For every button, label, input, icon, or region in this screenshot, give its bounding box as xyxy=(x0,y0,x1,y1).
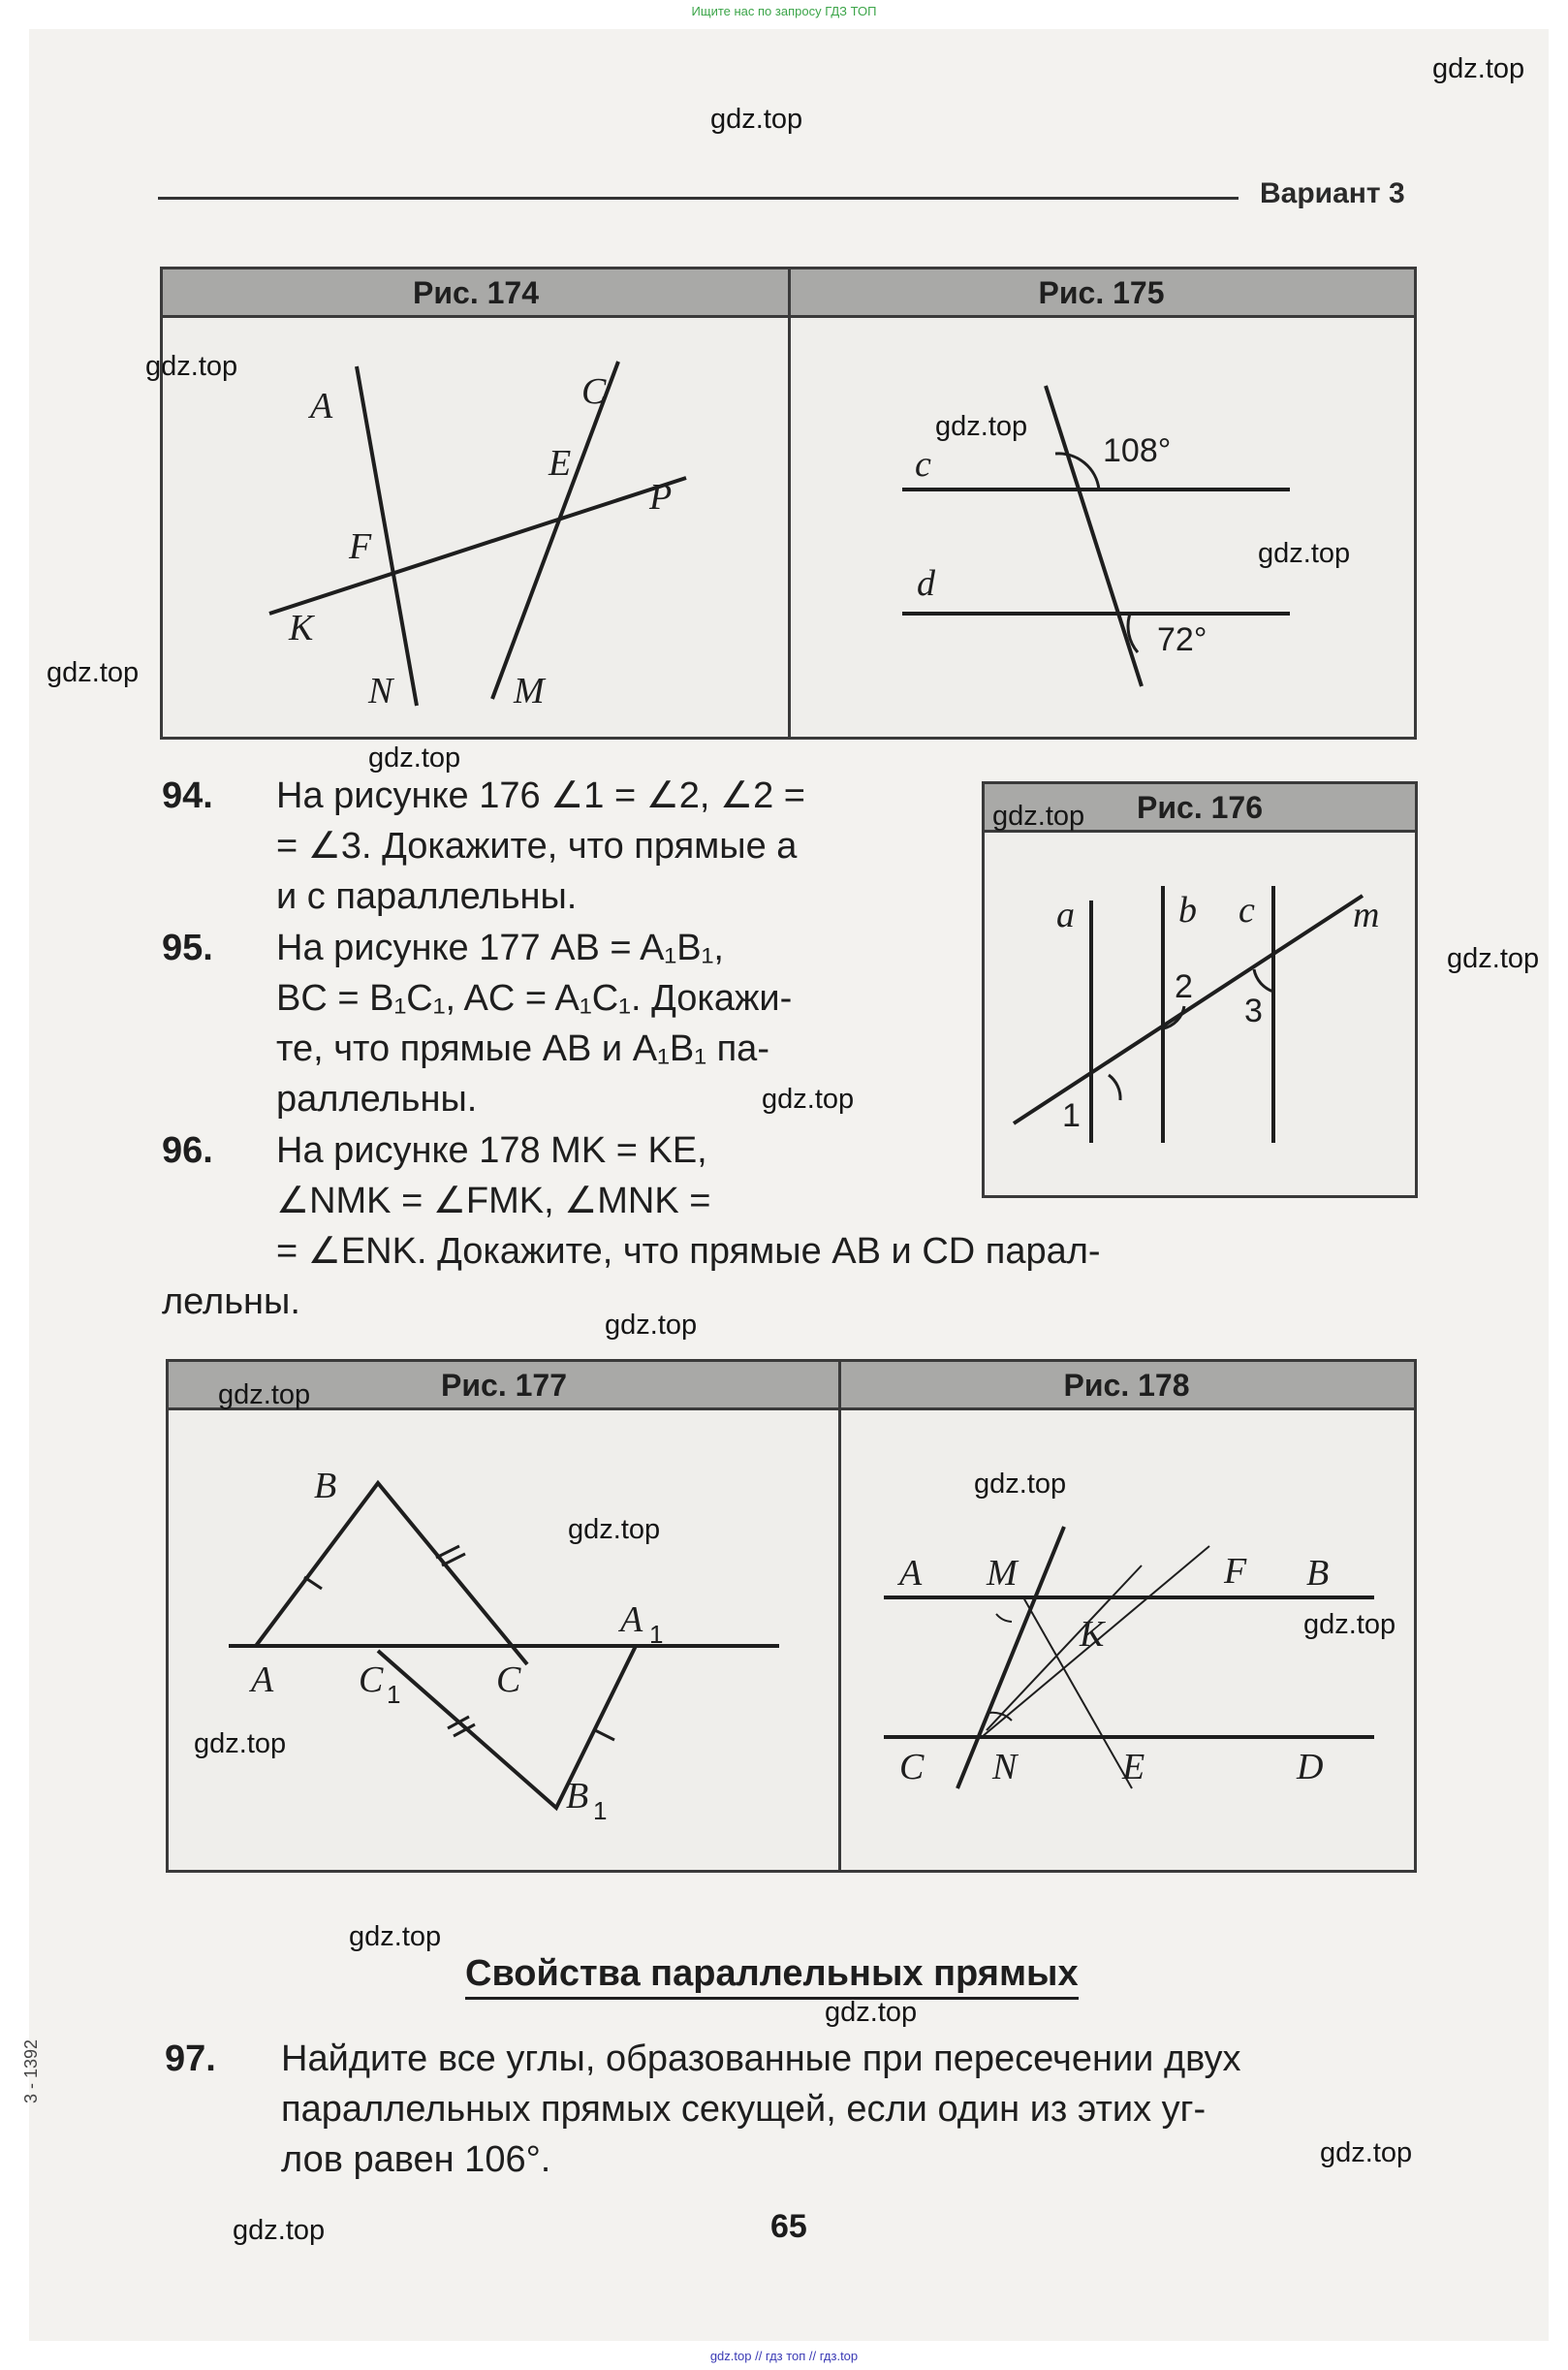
fig175-title: Рис. 175 xyxy=(1038,275,1165,310)
fig176-arc-3 xyxy=(1254,969,1273,992)
problem-97-number: 97. xyxy=(165,2038,216,2079)
figure-box-177-178 xyxy=(166,1359,1417,1873)
problem-95-line: раллельны. xyxy=(276,1079,478,1120)
fig175-transversal xyxy=(1046,386,1142,686)
watermark: gdz.top xyxy=(762,1084,855,1115)
fig175-diagram xyxy=(791,269,1416,737)
fig177-label-c: C xyxy=(496,1659,521,1700)
top-banner[interactable]: Ищите нас по запросу ГДЗ ТОП xyxy=(691,4,877,18)
fig176-label-a: a xyxy=(1056,895,1075,935)
problem-96-line: На рисунке 178 MK = KE, xyxy=(276,1130,707,1171)
fig178-label-d: D xyxy=(1297,1747,1324,1787)
problem-95-number: 95. xyxy=(162,928,213,968)
problem-96-line: = ∠ENK. Докажите, что прямые AB и CD парал- xyxy=(276,1231,1101,1272)
watermark: gdz.top xyxy=(218,1379,311,1410)
fig176-number-2: 2 xyxy=(1175,968,1193,1005)
fig174-label-m: M xyxy=(514,671,545,711)
fig177-sub-b1: 1 xyxy=(593,1796,608,1825)
fig174-title: Рис. 174 xyxy=(413,275,539,310)
watermark: gdz.top xyxy=(1432,53,1525,84)
fig174-label-k: K xyxy=(289,608,314,648)
fig174-line-cm xyxy=(492,362,618,699)
fig178-label-k: K xyxy=(1080,1614,1105,1655)
side-code: 3 - 1392 xyxy=(21,2038,41,2103)
watermark: gdz.top xyxy=(568,1514,661,1545)
fig178-label-c: C xyxy=(899,1747,925,1787)
fig176-number-1: 1 xyxy=(1062,1097,1081,1134)
problem-94-line: На рисунке 176 ∠1 = ∠2, ∠2 = xyxy=(276,775,805,816)
watermark: gdz.top xyxy=(233,2215,326,2246)
fig178-label-f: F xyxy=(1224,1551,1247,1592)
fig178-label-e: E xyxy=(1122,1747,1145,1787)
fig176-label-b: b xyxy=(1178,890,1197,931)
fig177-label-c1: C xyxy=(359,1659,384,1700)
fig174-diagram xyxy=(163,269,788,737)
fig176-title: Рис. 176 xyxy=(1137,790,1263,825)
fig174-label-c: C xyxy=(581,371,607,412)
watermark: gdz.top xyxy=(605,1310,698,1341)
problem-97-line: лов равен 106°. xyxy=(281,2139,551,2180)
fig176-number-3: 3 xyxy=(1244,993,1263,1029)
fig176-label-c: c xyxy=(1239,890,1255,931)
problem-94-number: 94. xyxy=(162,775,213,816)
bottom-banner[interactable]: gdz.top // гдз топ // гдз.top xyxy=(709,2349,859,2363)
watermark: gdz.top xyxy=(1258,538,1351,569)
fig178-label-a: A xyxy=(899,1553,923,1594)
watermark: gdz.top xyxy=(349,1921,442,1952)
fig177-sub-a1: 1 xyxy=(649,1620,664,1649)
fig174-label-f: F xyxy=(349,526,372,567)
problem-94-line: = ∠3. Докажите, что прямые a xyxy=(276,826,798,867)
fig178-label-b: B xyxy=(1306,1553,1330,1594)
fig174-label-a: A xyxy=(310,386,333,427)
fig178-arc-m xyxy=(996,1614,1012,1622)
fig177-label-b1: B xyxy=(566,1776,589,1817)
fig174-label-p: P xyxy=(649,477,673,518)
fig176-label-m: m xyxy=(1353,895,1380,935)
section-title: Свойства параллельных прямых xyxy=(465,1953,1079,2000)
fig177-tick xyxy=(304,1577,322,1589)
watermark: gdz.top xyxy=(974,1469,1067,1500)
problem-95-line: BC = B₁C₁, AC = A₁C₁. Докажи- xyxy=(276,978,793,1019)
problem-97-line: параллельных прямых секущей, если один из этих уг- xyxy=(281,2089,1207,2130)
fig175-label-c: c xyxy=(915,444,931,485)
page-number: 65 xyxy=(770,2208,807,2245)
fig178-bisector-mk xyxy=(1023,1597,1132,1788)
problem-94-line: и c параллельны. xyxy=(276,876,578,917)
fig177-sub-c1: 1 xyxy=(387,1680,401,1709)
problem-97-line: Найдите все углы, образованные при пересечении двух xyxy=(281,2038,1241,2079)
fig177-tick xyxy=(595,1730,614,1740)
figure-box-174-175 xyxy=(160,267,1417,740)
watermark: gdz.top xyxy=(825,1997,918,2028)
header-rule xyxy=(158,197,1239,200)
watermark: gdz.top xyxy=(1320,2137,1413,2168)
watermark: gdz.top xyxy=(935,411,1028,442)
fig175-label-d: d xyxy=(917,563,935,604)
watermark: gdz.top xyxy=(1447,943,1540,974)
problem-95-line: те, что прямые AB и A₁B₁ па- xyxy=(276,1028,769,1069)
fig174-line-kp xyxy=(269,478,686,614)
watermark: gdz.top xyxy=(992,801,1085,832)
fig177-tick xyxy=(436,1546,459,1558)
variant-heading: Вариант 3 xyxy=(1260,177,1405,209)
problem-96-line: ∠NMK = ∠FMK, ∠MNK = xyxy=(276,1181,711,1221)
fig177-label-a: A xyxy=(251,1659,274,1700)
fig175-angle-72: 72° xyxy=(1157,621,1207,658)
fig178-title: Рис. 178 xyxy=(1063,1368,1190,1403)
fig174-label-n: N xyxy=(368,671,393,711)
watermark: gdz.top xyxy=(194,1728,287,1759)
watermark: gdz.top xyxy=(1303,1609,1396,1640)
fig177-label-b: B xyxy=(314,1466,337,1506)
fig177-triangle-abc xyxy=(256,1483,527,1664)
fig177-title: Рис. 177 xyxy=(441,1368,567,1403)
watermark: gdz.top xyxy=(710,104,803,135)
watermark: gdz.top xyxy=(145,351,238,382)
fig176-arc-1 xyxy=(1109,1075,1120,1100)
fig178-label-m: M xyxy=(987,1553,1018,1594)
watermark: gdz.top xyxy=(368,743,461,774)
fig177-diagram xyxy=(169,1362,837,1870)
watermark: gdz.top xyxy=(47,657,140,688)
fig174-label-e: E xyxy=(549,443,572,484)
fig178-label-n: N xyxy=(992,1747,1018,1787)
problem-95-line: На рисунке 177 AB = A₁B₁, xyxy=(276,928,724,968)
problem-96-number: 96. xyxy=(162,1130,213,1171)
fig177-tick xyxy=(442,1554,465,1565)
fig175-angle-108: 108° xyxy=(1103,432,1172,469)
problem-96-line: лельны. xyxy=(162,1281,300,1322)
fig177-label-a1: A xyxy=(620,1599,643,1640)
